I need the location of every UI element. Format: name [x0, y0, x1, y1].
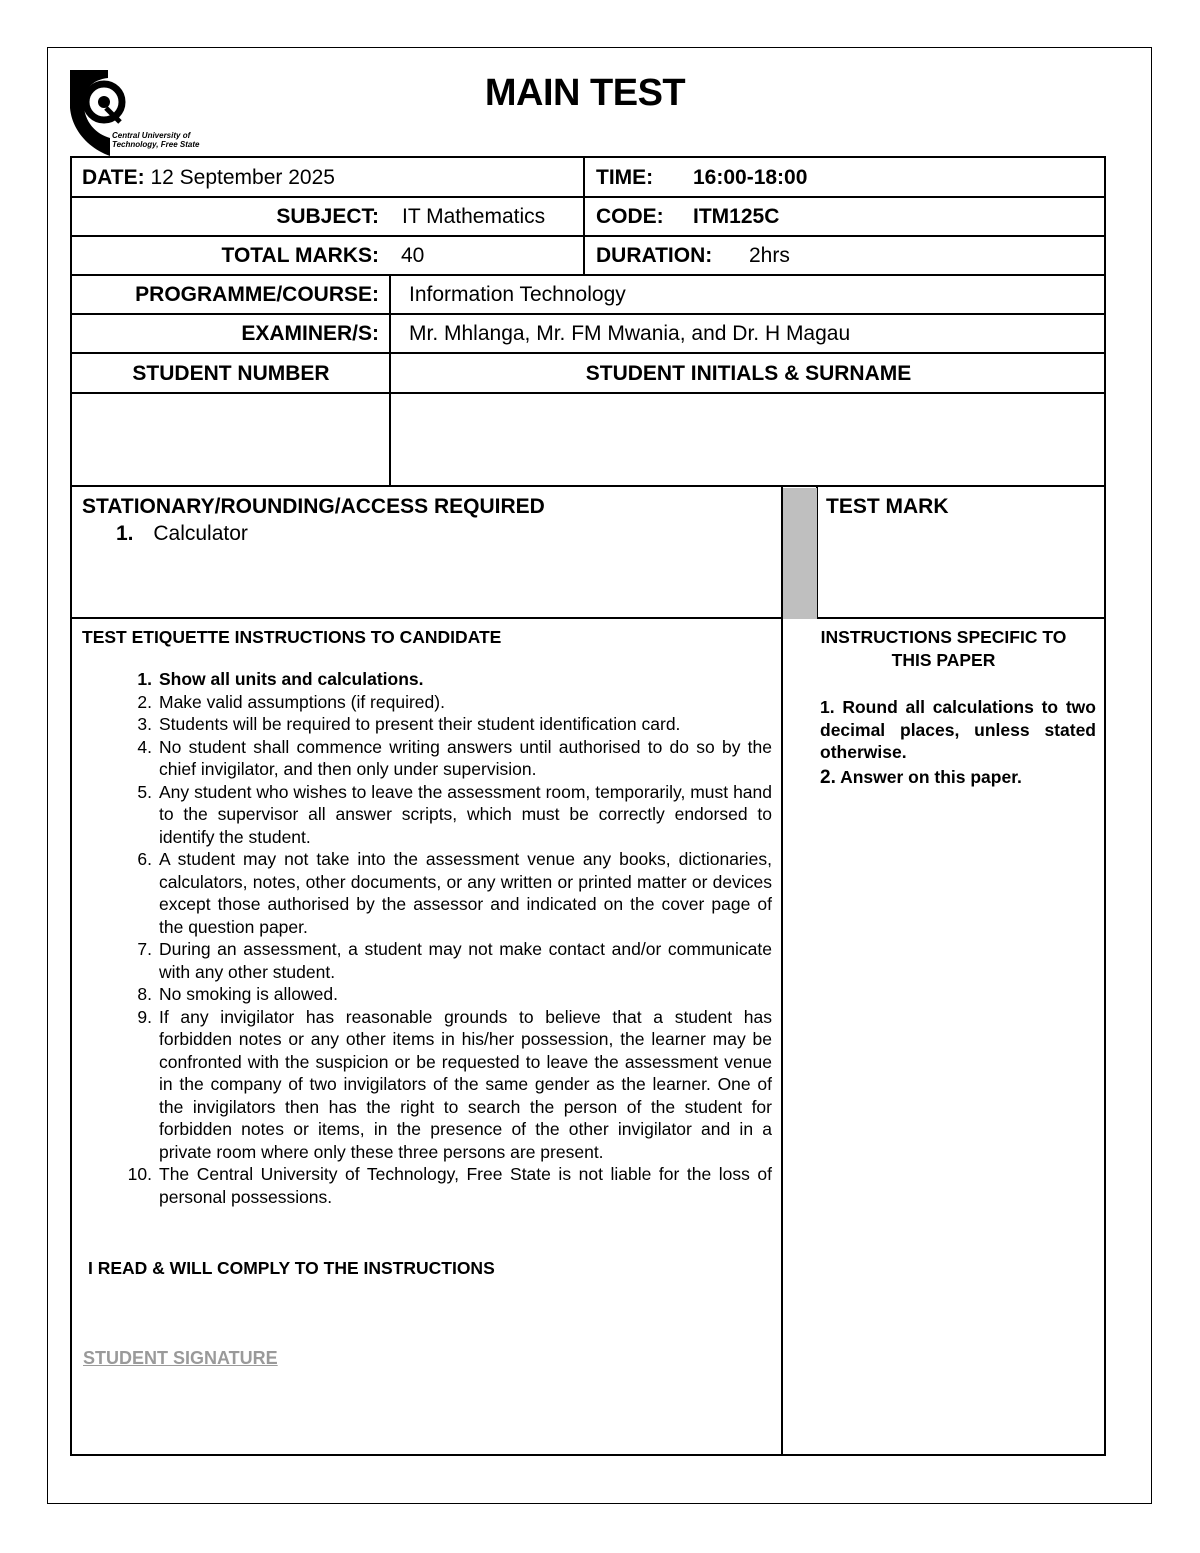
item-number: 2.: [820, 766, 836, 788]
code-label: CODE:: [596, 205, 664, 228]
divider: [72, 313, 1104, 315]
item-text: No smoking is allowed.: [159, 984, 338, 1004]
time-label: TIME:: [596, 166, 654, 189]
item-text: If any invigilator has reasonable grounds to believe that a student has forbidden notes or any other items in his/her possession, the learner may be confronted with the suspicion or be requested to leave the assessment venue in the company of two invigilators of the same gender as the learner. One of the invigilators then has the right to search the person of the student for forbidden notes or items, in the presence of the other invigilator and in a private room where only these three persons are present.: [159, 1006, 772, 1162]
date-value: 12 September 2025: [150, 166, 335, 189]
specific-heading-line-1: INSTRUCTIONS SPECIFIC TO: [820, 627, 1067, 647]
divider: [72, 392, 1104, 394]
stationary-item-text: Calculator: [153, 522, 248, 545]
logo-line-1: Central University of: [112, 131, 191, 140]
specific-heading: [783, 626, 1104, 671]
examiner-value: Mr. Mhlanga, Mr. FM Mwania, and Dr. H Magau: [409, 322, 851, 345]
item-text: Round all calculations to two decimal places, unless stated otherwise.: [820, 697, 1096, 762]
etiquette-list: [72, 668, 772, 1208]
subject-label: SUBJECT:: [276, 205, 379, 228]
item-number: 5.: [137, 781, 152, 802]
cover-form: [70, 156, 1106, 1456]
student-name-field[interactable]: [393, 396, 1104, 484]
divider: [72, 352, 1104, 354]
item-number: 1.: [820, 697, 835, 717]
logo-text: [112, 131, 199, 149]
duration-label: DURATION:: [596, 244, 713, 267]
stationary-item-number: 1.: [116, 522, 134, 545]
logo-line-2: Technology, Free State: [112, 140, 200, 149]
etiquette-heading: TEST ETIQUETTE INSTRUCTIONS TO CANDIDATE: [82, 627, 502, 647]
specific-item: [820, 766, 1096, 790]
divider: [72, 617, 1104, 619]
student-name-label: STUDENT INITIALS & SURNAME: [585, 362, 912, 385]
list-item: [72, 1006, 772, 1164]
specific-heading-line-2: THIS PAPER: [891, 649, 996, 670]
item-text: The Central University of Technology, Free State is not liable for the loss of personal possessions.: [159, 1164, 772, 1207]
item-number: 8.: [137, 984, 152, 1004]
test-mark-label: TEST MARK: [826, 495, 949, 518]
total-marks-label: TOTAL MARKS:: [221, 244, 379, 267]
item-text: No student shall commence writing answers until authorised to do so by the chief invigilator, and then only under supervision.: [159, 736, 772, 779]
item-number: 10.: [127, 1164, 152, 1184]
student-signature-field[interactable]: STUDENT SIGNATURE: [83, 1348, 278, 1368]
subject-value: IT Mathematics: [402, 205, 546, 228]
item-number: 4.: [137, 736, 152, 757]
shaded-separator: [783, 488, 817, 619]
divider: [583, 158, 585, 275]
specific-instructions: [820, 696, 1096, 789]
item-number: 7.: [137, 939, 152, 959]
item-number: 3.: [137, 714, 152, 734]
item-text: Answer on this paper.: [840, 766, 1022, 787]
divider: [72, 235, 1104, 237]
list-item: [72, 691, 772, 714]
specific-item: [820, 696, 1096, 764]
code-value: ITM125C: [693, 205, 780, 228]
page-title: MAIN TEST: [484, 72, 686, 114]
examiner-label: EXAMINER/S:: [241, 322, 379, 345]
divider: [72, 485, 1104, 487]
total-marks-value: 40: [401, 244, 425, 267]
list-item: [72, 983, 772, 1006]
item-number: 9.: [137, 1006, 152, 1027]
item-number: 1.: [137, 669, 152, 689]
list-item: [72, 938, 772, 983]
list-item: [72, 848, 772, 938]
test-mark-field[interactable]: [819, 528, 1104, 616]
time-value: 16:00-18:00: [693, 166, 808, 189]
date-label: DATE:: [82, 166, 145, 189]
list-item: [72, 736, 772, 781]
list-item: [72, 781, 772, 849]
duration-value: 2hrs: [749, 244, 790, 267]
item-text: Any student who wishes to leave the assessment room, temporarily, must hand to the supervisor all answer scripts, which must be correctly endorsed to identify the student.: [159, 781, 772, 847]
divider: [72, 196, 1104, 198]
list-item: [72, 713, 772, 736]
list-item: [72, 668, 772, 691]
programme-label: PROGRAMME/COURSE:: [135, 283, 379, 306]
stationary-item: [116, 522, 248, 546]
student-number-field[interactable]: [74, 396, 387, 484]
item-text: Show all units and calculations.: [159, 669, 424, 689]
item-text: During an assessment, a student may not make contact and/or communicate with any other student.: [159, 939, 772, 982]
item-number: 2.: [137, 691, 152, 712]
item-text: A student may not take into the assessment venue any books, dictionaries, calculators, notes, other documents, or any written or printed matter or devices except those authorised by the assessor and indicated on the cover page of the question paper.: [159, 849, 772, 937]
item-text: Students will be required to present their student identification card.: [159, 714, 681, 734]
date-field: [82, 166, 335, 190]
list-item: [72, 1163, 772, 1208]
item-text: Make valid assumptions (if required).: [159, 691, 445, 712]
stationary-heading: STATIONARY/ROUNDING/ACCESS REQUIRED: [82, 495, 545, 518]
student-number-label: STUDENT NUMBER: [132, 362, 330, 385]
comply-statement: I READ & WILL COMPLY TO THE INSTRUCTIONS: [88, 1258, 495, 1278]
programme-value: Information Technology: [409, 283, 626, 306]
divider: [72, 274, 1104, 276]
item-number: 6.: [137, 849, 152, 869]
